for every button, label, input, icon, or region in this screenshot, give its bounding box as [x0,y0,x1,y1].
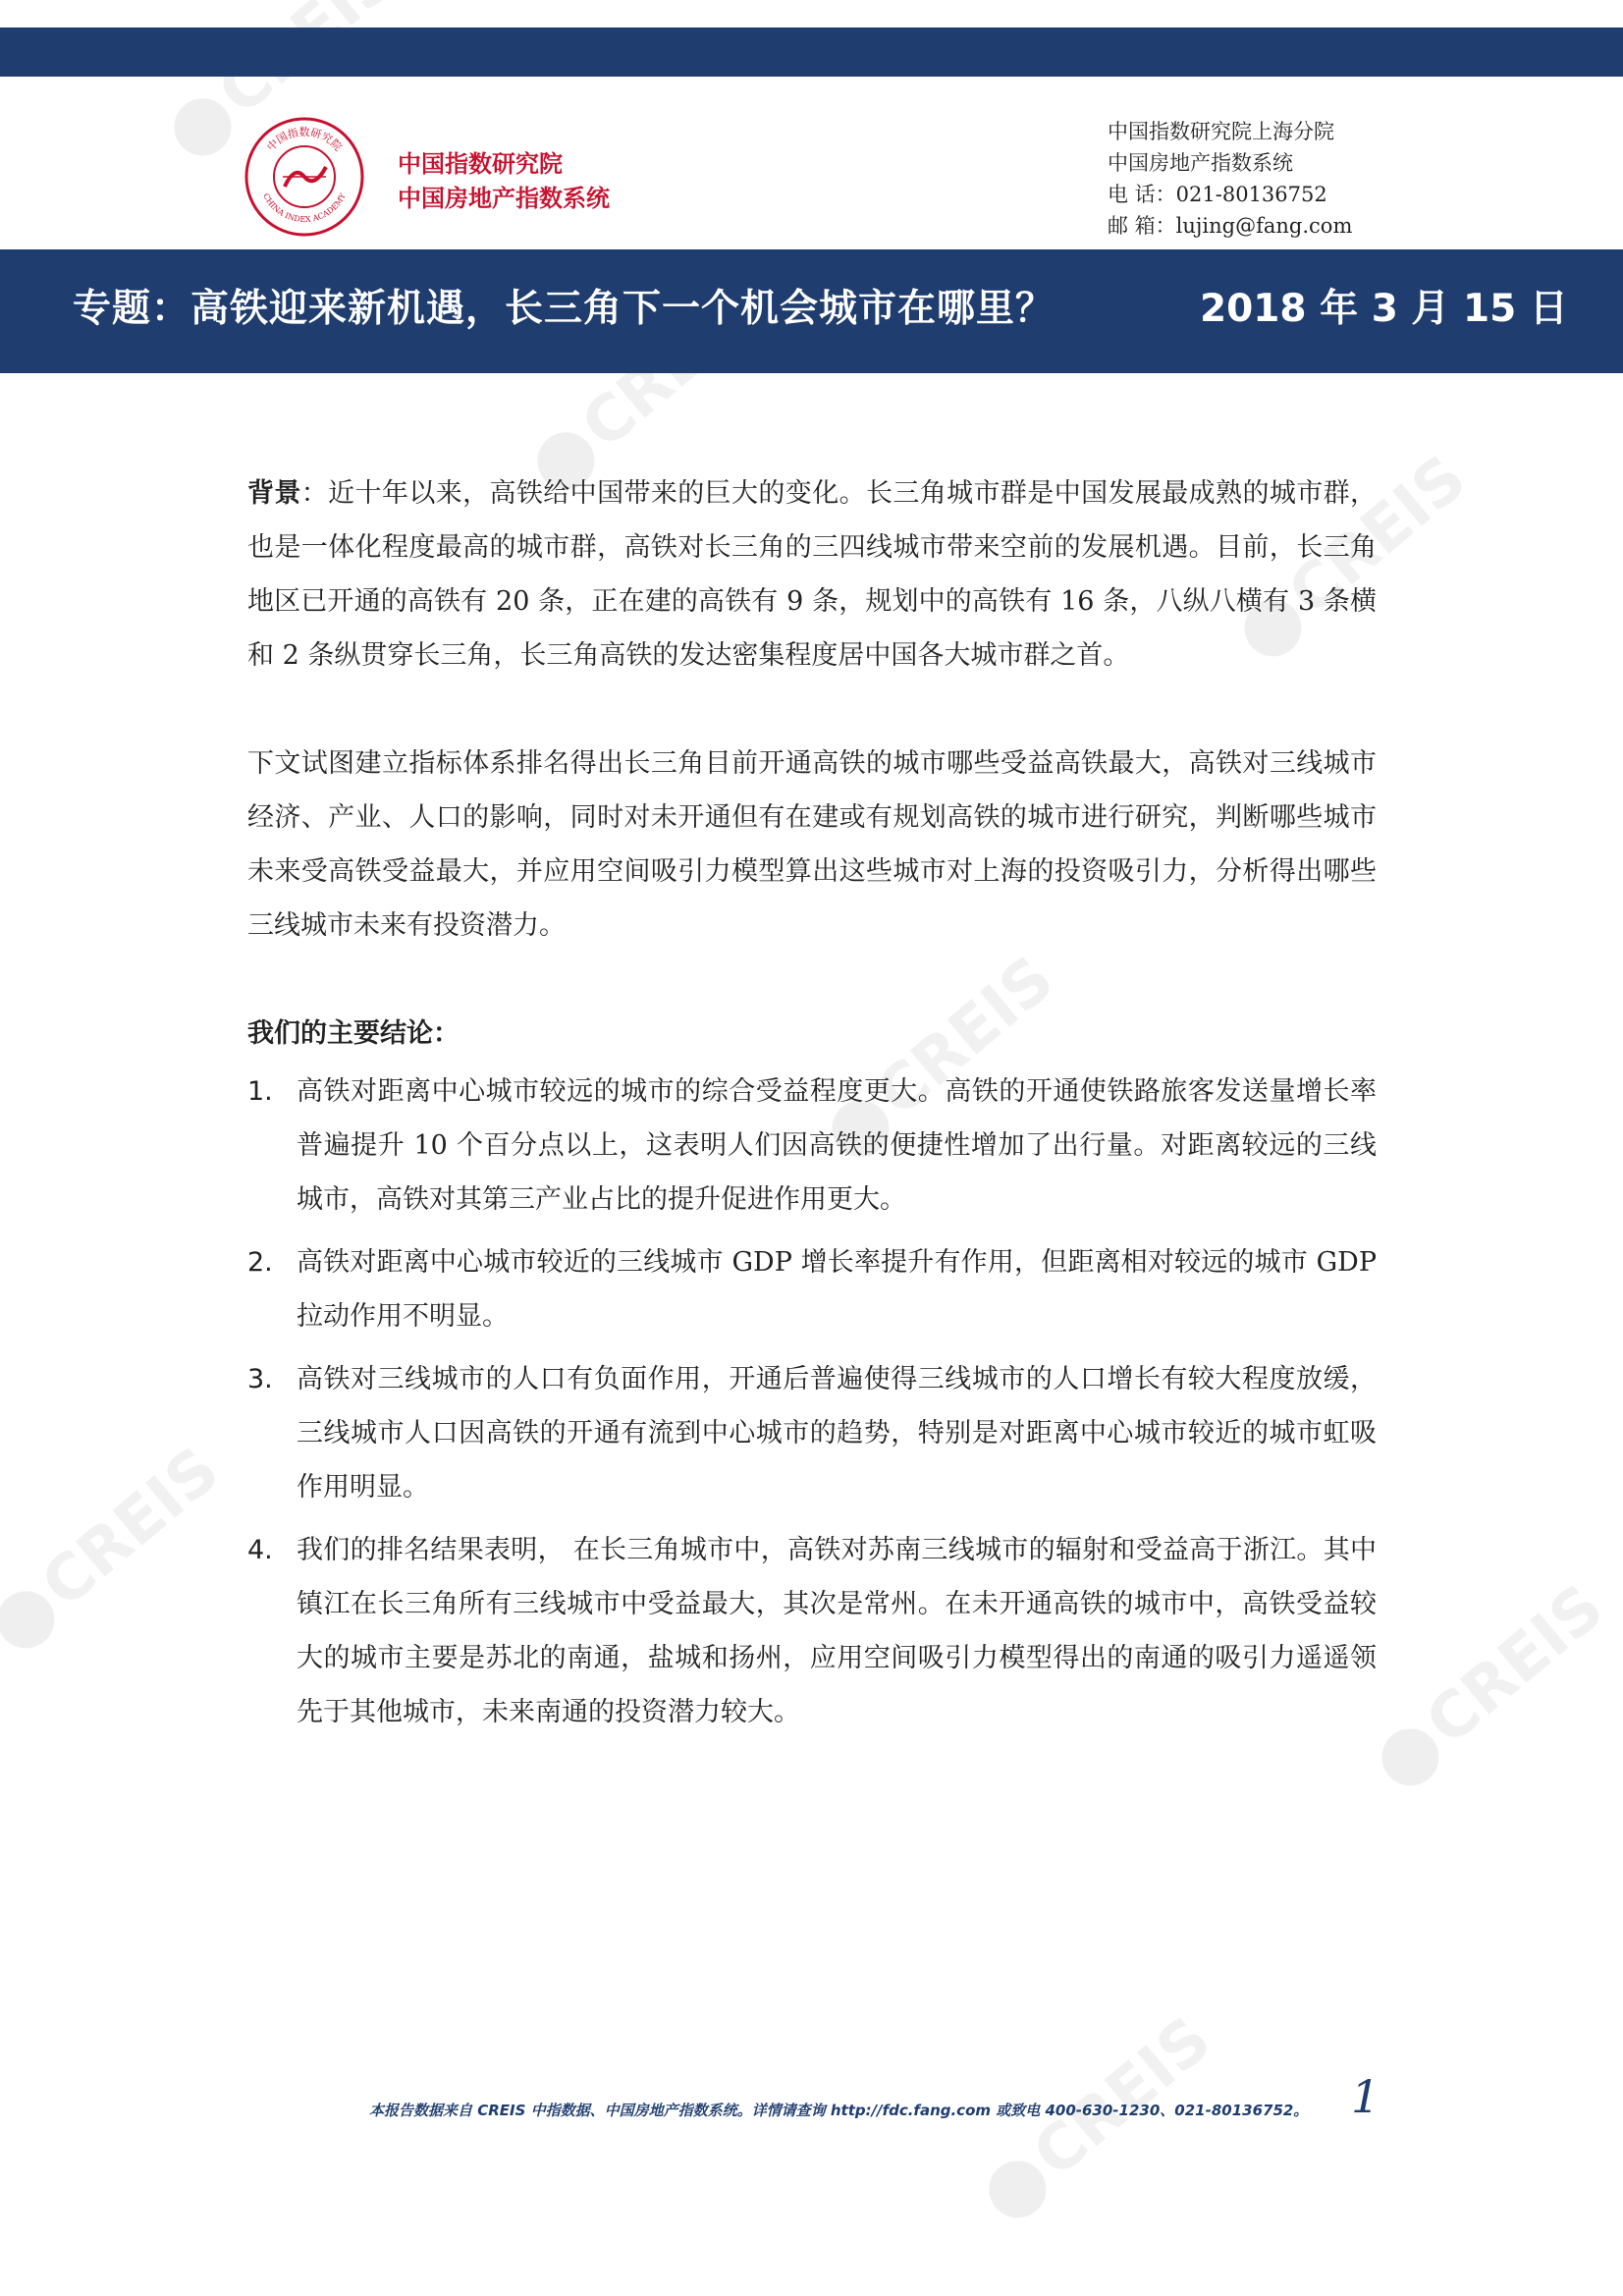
intro-paragraph: 下文试图建立指标体系排名得出长三角目前开通高铁的城市哪些受益高铁最大，高铁对三线城市经济、产业、人口的影响，同时对未开通但有在建或有规划高铁的城市进行研究，判断哪些城市未来受高铁受益最大，并应用空间吸引力模型算出这些城市对上海的投资吸引力，分析得出哪些三线城市未来有投资潜力。 [247,748,1377,941]
conclusion-item: 3. 高铁对三线城市的人口有负面作用，开通后普遍使得三线城市的人口增长有较大程度放缓，三线城市人口因高铁的开通有流到中心城市的趋势，特别是对距离中心城市较近的城市虹吸作用明显。 [247,1364,1377,1503]
watermark-logo-icon [978,2150,1058,2230]
top-banner-bar [0,27,1623,77]
org-name-line2: 中国房地产指数系统 [398,185,610,212]
conclusion-item: 2. 高铁对距离中心城市较近的三线城市 GDP 增长率提升有作用，但距离相对较远的城市 GDP 拉动作用不明显。 [247,1247,1377,1332]
watermark-creis: CREIS [0,1434,233,1664]
watermark-creis: CREIS [970,2003,1224,2233]
china-index-academy-seal-icon [243,116,365,238]
background-paragraph [247,466,1377,683]
watermark-creis: CREIS [1363,1571,1617,1801]
contact-info [1108,116,1352,242]
contact-line2: 中国房地产指数系统 [1108,151,1293,175]
org-name-line1: 中国指数研究院 [398,150,563,178]
watermark-creis: CREIS [1225,442,1480,672]
watermark-logo-icon [0,1580,67,1661]
conclusion-item: 4. 我们的排名结果表明， 在长三角城市中，高铁对苏南三线城市的辐射和受益高于浙江。其中镇江在长三角所有三线城市中受益最大，其次是常州。在未开通高铁的城市中，高铁受益较大的城市主要是苏北的南通，盐城和扬州，应用空间吸引力模型得出的南通的吸引力遥遥领先于其他城市，未来南通的投资潜力较大。 [247,1535,1377,1727]
conclusion-heading: 我们的主要结论： [247,1018,460,1049]
organization-names [398,147,610,216]
svg-text:CHINA INDEX ACADEMY: CHINA INDEX ACADEMY [261,191,348,225]
svg-text:中国指数研究院: 中国指数研究院 [264,126,345,154]
background-text: ：近十年以来，高铁给中国带来的巨大的变化。长三角城市群是中国发展最成熟的城市群，也是一体化程度最高的城市群，高铁对长三角的三四线城市带来空前的发展机遇。目前，长三角地区已开通的高铁有 20 条，正在建的高铁有 9 条，规划中的高铁有 16 条，八纵八横有 3 条横和 2 条纵贯穿长三角，长三角高铁的发达密集程度居中国各大城市群之首。 [247,478,1377,671]
footer-source-note: 本报告数据来自 CREIS 中指数据、中国房地产指数系统。详情请查询 http://fdc.fang.com 或致电 400-630-1230、021-80136752。 [369,2102,1309,2119]
report-body [247,466,1377,1748]
conclusion-item: 1. 高铁对距离中心城市较远的城市的综合受益程度更大。高铁的开通使铁路旅客发送量增长率普遍提升 10 个百分点以上，这表明人们因高铁的便捷性增加了出行量。对距离较远的三线城市，高铁对其第三产业占比的提升促进作用更大。 [247,1076,1377,1215]
watermark-logo-icon [1371,1718,1451,1798]
report-title: 专题：高铁迎来新机遇，长三角下一个机会城市在哪里？ [73,286,1055,331]
background-label: 背景 [247,478,301,509]
watermark-creis: CREIS [813,943,1067,1173]
conclusion-list [247,1065,1377,1739]
contact-phone: 电 话：021-80136752 [1108,183,1327,206]
contact-email: 邮 箱：lujing@fang.com [1108,214,1353,238]
contact-line1: 中国指数研究院上海分院 [1108,120,1334,143]
watermark-logo-icon [163,87,243,168]
page-number: 1 [1351,2070,1380,2123]
report-date: 2018 年 3 月 15 日 [1200,286,1568,331]
